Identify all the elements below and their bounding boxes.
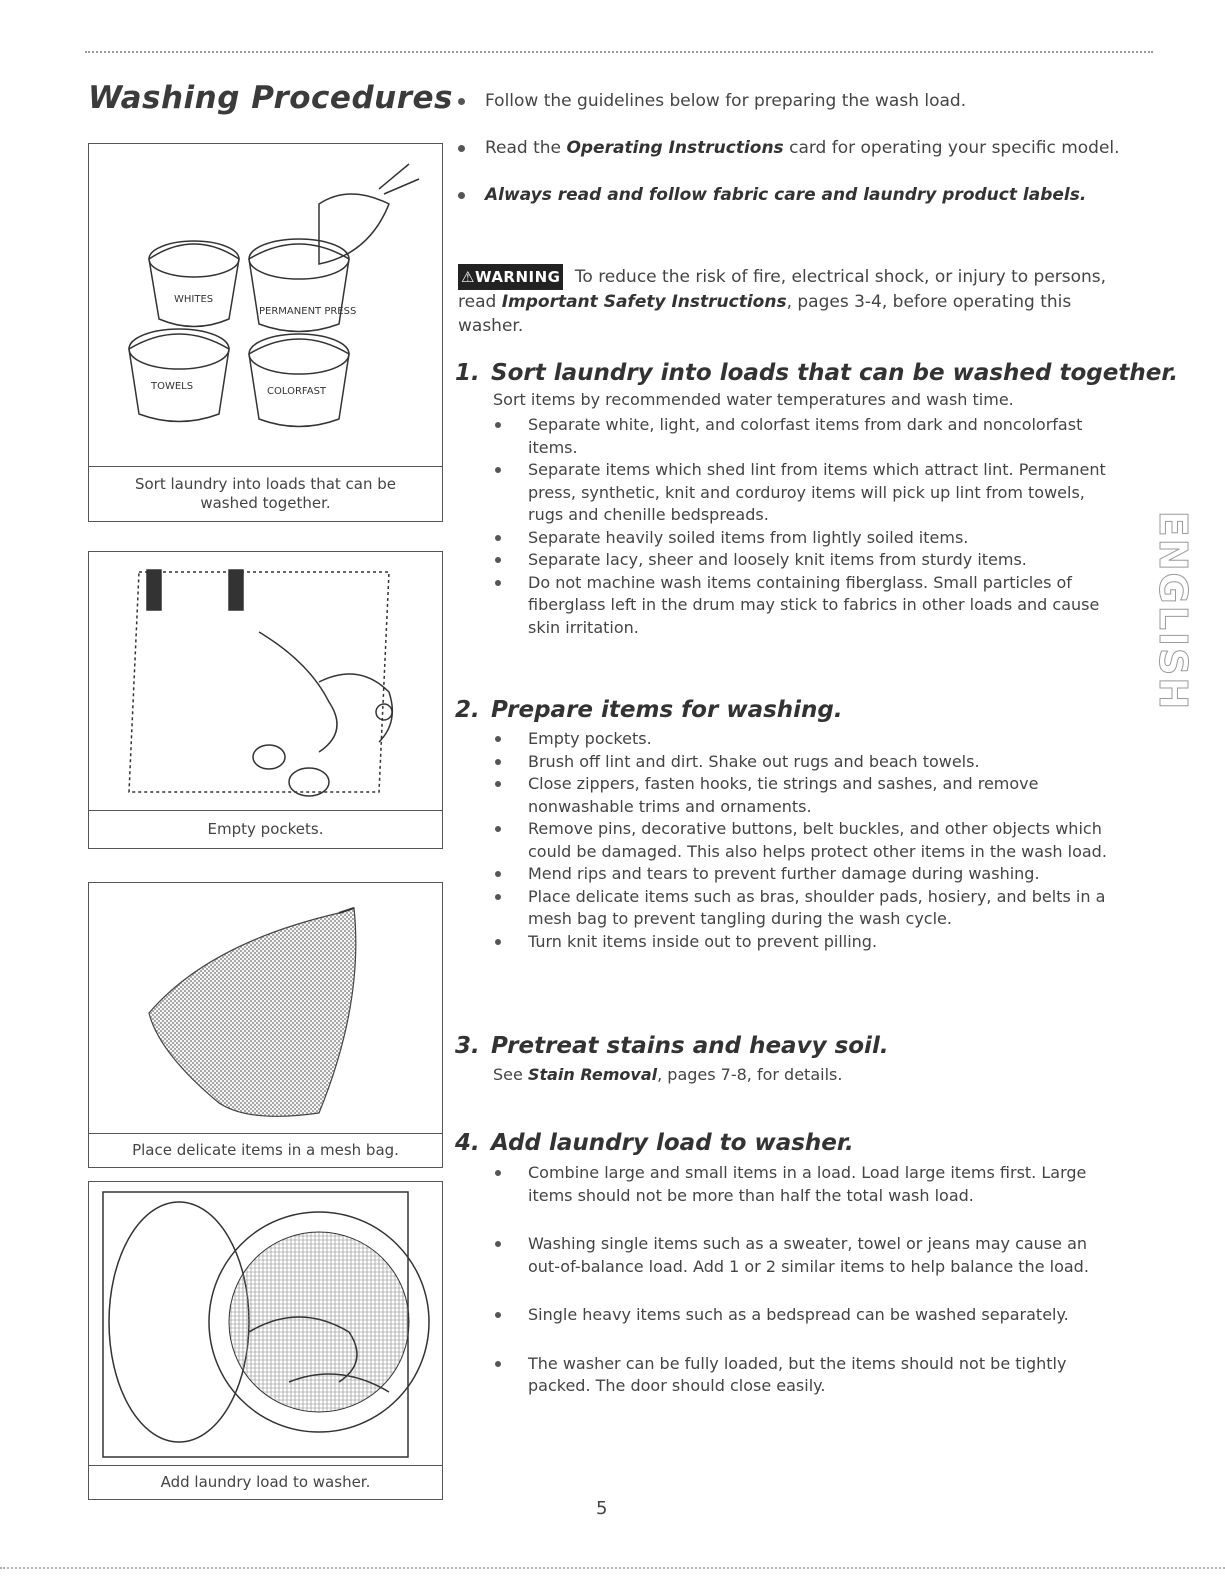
figure-sort-laundry — [88, 143, 443, 522]
language-side-tab: ENGLISH — [1151, 510, 1196, 712]
empty-pockets-illustration — [89, 552, 442, 810]
intro-bullet: Always read and follow fabric care and laundry product labels. — [458, 185, 1086, 205]
top-dotted-rule — [85, 51, 1153, 53]
list-item: Separate white, light, and colorfast items from dark and noncolorfast items. — [493, 414, 1123, 459]
basket-label-colorfast: COLORFAST — [267, 386, 327, 397]
list-item: Separate items which shed lint from items which attract lint. Permanent press, synthetic, knit and corduroy items will pick up lint from towels, rugs and chenille bedspreads. — [493, 459, 1123, 527]
bottom-dotted-rule — [0, 1567, 1225, 1569]
intro-bullet: Follow the guidelines below for preparing the wash load. — [458, 91, 966, 111]
warning-badge: ⚠WARNING — [458, 264, 563, 290]
figure-caption: Empty pockets. — [89, 810, 442, 848]
step-4-list — [493, 1162, 1123, 1424]
step-1-list — [493, 414, 1123, 639]
bullet-dot — [458, 98, 465, 105]
list-item: Single heavy items such as a bedspread can be washed separately. — [493, 1304, 1123, 1327]
mesh-bag-illustration — [89, 883, 442, 1133]
list-item: Separate lacy, sheer and loosely knit items from sturdy items. — [493, 549, 1123, 572]
basket-label-permanent-press: PERMANENT PRESS — [259, 306, 357, 317]
step-3-intro: See Stain Removal, pages 7-8, for details. — [493, 1065, 843, 1084]
list-item: Close zippers, fasten hooks, tie strings and sashes, and remove nonwashable trims and ornaments. — [493, 773, 1123, 818]
step-2-list — [493, 728, 1123, 953]
warning-notice: ⚠WARNING To reduce the risk of fire, electrical shock, or injury to persons, read Important Safety Instructions, pages 3-4, before operating this washer. — [458, 264, 1128, 338]
intro-bullet: Read the Operating Instructions card for operating your specific model. — [458, 138, 1120, 158]
step-2-title: 2. Prepare items for washing. — [455, 697, 843, 723]
list-item: Remove pins, decorative buttons, belt buckles, and other objects which could be damaged. This also helps protect other items in the wash load. — [493, 818, 1123, 863]
step-4-title: 4. Add laundry load to washer. — [455, 1130, 854, 1156]
step-1-intro: Sort items by recommended water temperatures and wash time. — [493, 390, 1014, 409]
page-number: 5 — [596, 1498, 608, 1519]
step-1-title: 1. Sort laundry into loads that can be washed together. — [455, 360, 1179, 386]
figure-caption: Place delicate items in a mesh bag. — [89, 1133, 442, 1167]
list-item: Mend rips and tears to prevent further damage during washing. — [493, 863, 1123, 886]
figure-mesh-bag — [88, 882, 443, 1168]
step-3-title: 3. Pretreat stains and heavy soil. — [455, 1033, 889, 1059]
list-item: Brush off lint and dirt. Shake out rugs and beach towels. — [493, 751, 1123, 774]
bullet-dot — [458, 145, 465, 152]
list-item: Combine large and small items in a load. Load large items first. Large items should not be more than half the total wash load. — [493, 1162, 1123, 1207]
figure-add-laundry — [88, 1181, 443, 1500]
bullet-dot — [458, 192, 465, 199]
page-title: Washing Procedures — [88, 80, 453, 116]
add-laundry-illustration — [89, 1182, 442, 1465]
laundry-baskets-illustration — [89, 144, 442, 466]
figure-caption: Sort laundry into loads that can be washed together. — [89, 466, 442, 521]
list-item: Separate heavily soiled items from lightly soiled items. — [493, 527, 1123, 550]
list-item: Place delicate items such as bras, shoulder pads, hosiery, and belts in a mesh bag to prevent tangling during the wash cycle. — [493, 886, 1123, 931]
list-item: Empty pockets. — [493, 728, 1123, 751]
list-item: Washing single items such as a sweater, towel or jeans may cause an out-of-balance load. Add 1 or 2 similar items to help balance the load. — [493, 1233, 1123, 1278]
figure-caption: Add laundry load to washer. — [89, 1465, 442, 1499]
figure-empty-pockets — [88, 551, 443, 849]
basket-label-whites: WHITES — [174, 294, 214, 305]
basket-label-towels: TOWELS — [151, 381, 194, 392]
list-item: Do not machine wash items containing fiberglass. Small particles of fiberglass left in the drum may stick to fabrics in other loads and cause skin irritation. — [493, 572, 1123, 640]
list-item: Turn knit items inside out to prevent pilling. — [493, 931, 1123, 954]
list-item: The washer can be fully loaded, but the items should not be tightly packed. The door should close easily. — [493, 1353, 1123, 1398]
